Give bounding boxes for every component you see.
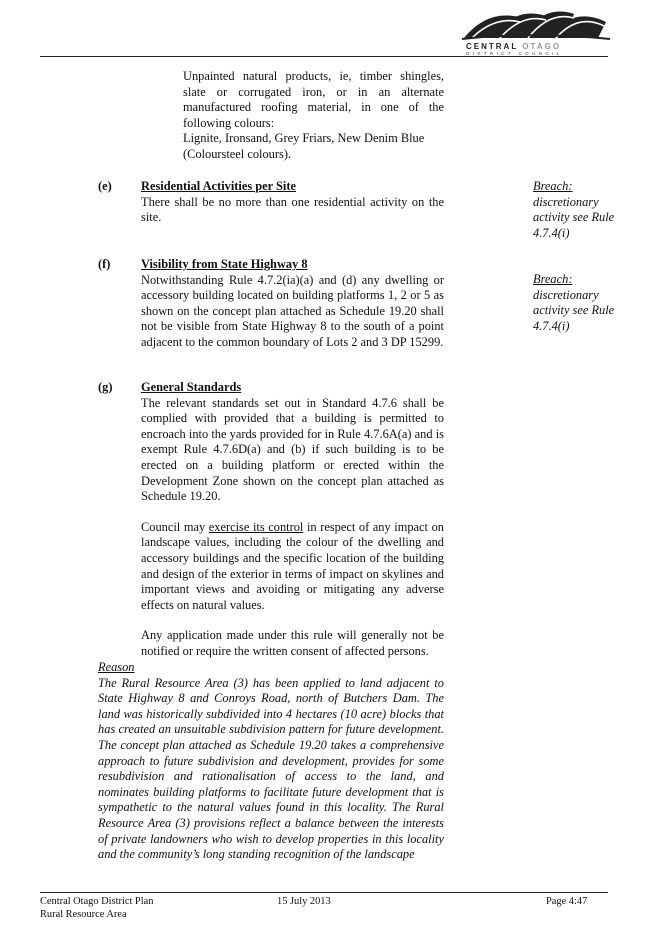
mountain-logo-icon	[462, 8, 610, 42]
rule-f-heading: Visibility from State Highway 8	[141, 257, 308, 271]
footer-divider	[40, 892, 608, 893]
rule-f	[141, 257, 444, 351]
footer-section: Rural Resource Area	[40, 908, 127, 920]
rule-e	[141, 179, 444, 226]
header-divider	[40, 56, 608, 57]
rule-f-breach-title: Breach:	[533, 272, 573, 286]
rule-f-breach	[533, 272, 623, 334]
rule-e-breach	[533, 179, 623, 241]
rule-g-heading: General Standards	[141, 380, 242, 394]
rule-g-text: The relevant standards set out in Standard 4.7.6 shall be complied with provided that a building is permitted to encroach into the yards provided for in Rule 4.7.6A(a) and is exempt Rule 4.7.6D(a) and (b) if such building is to be erected on a building platform or erected within the Development Zone shown on the concept plan attached as Schedule 19.20.	[141, 395, 444, 504]
exercise-control-link[interactable]: exercise its control	[208, 519, 304, 534]
rule-f-label: (f)	[98, 257, 111, 271]
reason-section	[98, 660, 444, 863]
rule-e-breach-text: discretionary activity see Rule 4.7.4(i)	[533, 194, 615, 240]
rule-e-label: (e)	[98, 179, 112, 193]
roof-colours: Lignite, Ironsand, Grey Friars, New Denim Blue (Coloursteel colours).	[183, 131, 425, 161]
rule-g-label: (g)	[98, 380, 113, 394]
footer-page-number: Page 4:47	[546, 896, 588, 907]
footer-left	[40, 896, 153, 921]
rule-g-notification: Any application made under this rule will generally not be notified or require the written consent of affected persons.	[141, 628, 444, 658]
footer-date: 15 July 2013	[277, 896, 331, 907]
rule-f-text: Notwithstanding Rule 4.7.2(ia)(a) and (d) any dwelling or accessory building located on building platforms 1, 2 or 5 as shown on the concept plan attached as Schedule 19.20 shall not be visible from State Highway 8 to the south of a point adjacent to the common boundary of Lots 2 and 3 DP 15299.	[141, 272, 444, 349]
logo-subline: DISTRICT COUNCIL	[466, 51, 563, 56]
rule-e-heading: Residential Activities per Site	[141, 179, 296, 193]
rule-g	[141, 380, 444, 660]
rule-g-control: Council may exercise its control in respect of any impact on landscape values, including the colour of the dwelling and accessory buildings and the specific location of the building and design of the exterior in terms of impact on skylines and important views and avoiding or mitigating any adverse effects on natural values.	[141, 519, 444, 612]
council-logo	[462, 8, 610, 56]
rule-e-breach-title: Breach:	[533, 179, 573, 193]
rule-e-text: There shall be no more than one residential activity on the site.	[141, 194, 444, 225]
rule-f-breach-text: discretionary activity see Rule 4.7.4(i)	[533, 287, 615, 333]
reason-text: The Rural Resource Area (3) has been applied to land adjacent to State Highway 8 and Conroys Road, north of Butchers Dam. The land was historically subdivided into 4 hectares (10 acre) blocks that has created an unsuitable subdivision pattern for future development. The concept plan attached as Schedule 19.20 takes a comprehensive approach to future subdivision and development, provides for some resubdivision and rationalisation of access to the land, and nominates building platforms to facilitate future development that is sympathetic to the natural values found in this locality. The Rural Resource Area (3) provisions reflect a balance between the interests of private landowners who wish to develop properties in this locality and the community’s long standing recognition of the landscape	[98, 675, 444, 862]
logo-wordmark: CENTRAL OTAGO	[466, 42, 562, 51]
footer-plan-name: Central Otago District Plan	[40, 896, 154, 907]
roof-paragraph: Unpainted natural products, ie, timber shingles, slate or corrugated iron, or in an alternate manufactured roofing material, in one of the following colours:	[183, 69, 444, 130]
reason-title: Reason	[98, 660, 135, 674]
